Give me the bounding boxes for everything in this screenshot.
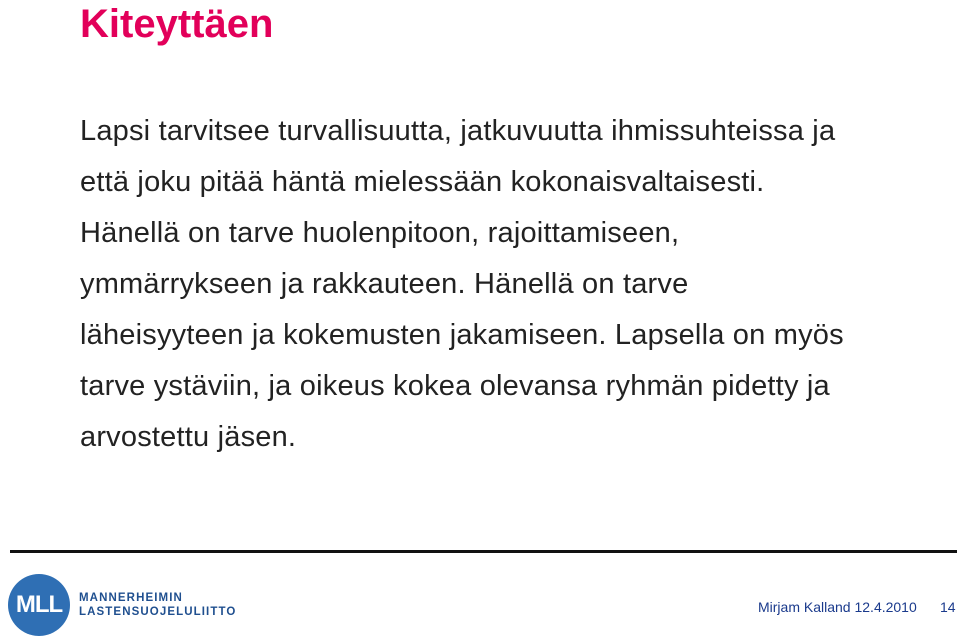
- body-line: tarve ystäviin, ja oikeus kokea olevansa ryhmän pidetty ja: [80, 370, 830, 402]
- mll-logo: [8, 574, 237, 636]
- body-line: arvostettu jäsen.: [80, 421, 297, 453]
- body-line: Hänellä on tarve huolenpitoon, rajoittamiseen,: [80, 217, 680, 249]
- logo-text-line2: LASTENSUOJELULIITTO: [79, 606, 237, 618]
- mll-logo-text: [79, 591, 236, 619]
- slide-title: Kiteyttäen: [80, 2, 274, 46]
- footer-divider: [10, 550, 957, 553]
- body-line: läheisyyteen ja kokemusten jakamiseen. Lapsella on myös: [80, 319, 844, 351]
- body-line: että joku pitää häntä mielessään kokonaisvaltaisesti.: [80, 166, 765, 198]
- page-number: 14: [940, 599, 956, 615]
- slide-body: [80, 106, 940, 463]
- body-line: Lapsi tarvitsee turvallisuutta, jatkuvuutta ihmissuhteissa ja: [80, 115, 836, 147]
- mll-logo-letters: MLL: [15, 591, 63, 618]
- logo-text-line1: MANNERHEIMIN: [79, 592, 183, 604]
- body-line: ymmärrykseen ja rakkauteen. Hänellä on tarve: [80, 268, 689, 300]
- footer-author-date: Mirjam Kalland 12.4.2010: [758, 599, 917, 615]
